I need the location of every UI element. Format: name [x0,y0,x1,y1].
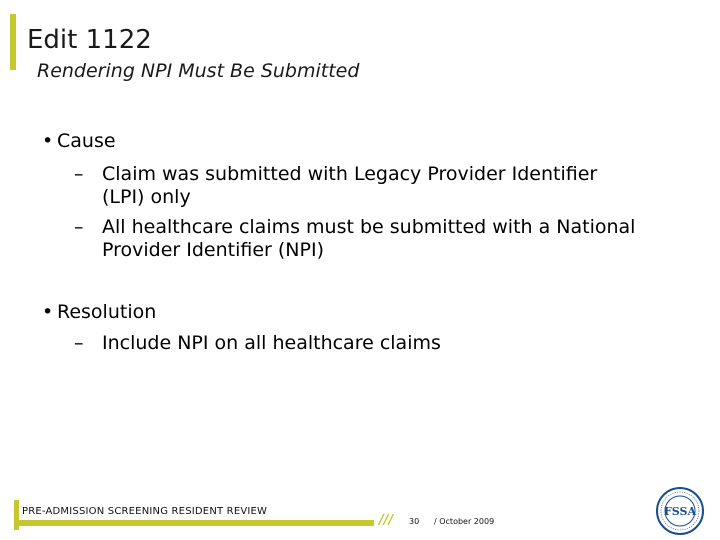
sub-bullet-line: All healthcare claims must be submitted with a National [102,216,636,238]
footer-accent-line [14,520,374,526]
footer-date: / October 2009 [434,517,495,526]
footer-separator: /// [379,513,394,528]
bullet-label: Resolution [57,301,157,323]
sub-bullet [74,216,636,262]
sub-bullet-line: (LPI) only [102,186,191,208]
slide-title: Edit 1122 [27,25,152,55]
seal-text: FSSA [664,505,696,518]
page-number: 30 [409,517,420,526]
bullet-dot-icon: • [42,130,54,152]
title-accent-bar [10,14,16,70]
dash-icon: – [74,163,84,185]
dash-icon: – [74,332,84,354]
sub-bullet [74,163,598,209]
sub-bullet-line: Provider Identifier (NPI) [102,239,324,261]
bullet-cause [42,129,116,153]
dash-icon: – [74,216,84,238]
sub-bullet-line: Claim was submitted with Legacy Provider Identifier [102,163,598,185]
footer-program-name: PRE-ADMISSION SCREENING RESIDENT REVIEW [22,506,268,517]
fssa-seal-logo [655,486,705,536]
bullet-dot-icon: • [42,301,54,323]
sub-bullet-line: Include NPI on all healthcare claims [102,332,441,354]
slide-subtitle: Rendering NPI Must Be Submitted [37,60,360,82]
bullet-resolution [42,300,156,324]
sub-bullet [74,332,441,355]
bullet-label: Cause [57,130,116,152]
